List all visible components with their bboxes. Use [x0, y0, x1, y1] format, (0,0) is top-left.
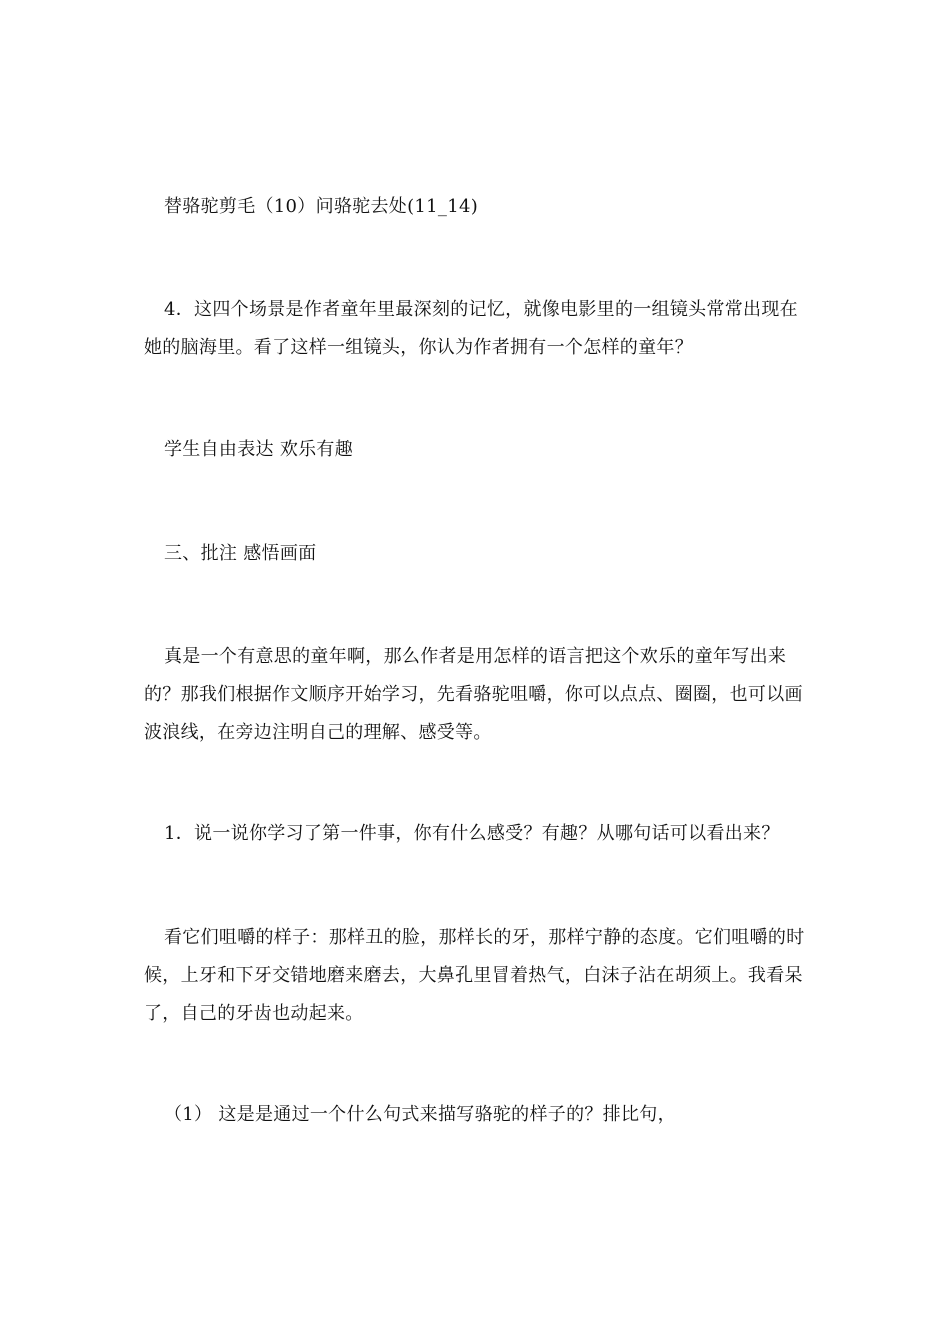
- paragraph-question-1: 1．说一说你学习了第一件事，你有什么感受？有趣？从哪句话可以看出来？: [164, 823, 780, 844]
- paragraph-camel-events: 替骆驼剪毛（10）问骆驼去处(11_14): [164, 196, 479, 217]
- paragraph-camel-chewing-quote: 看它们咀嚼的样子：那样丑的脸，那样长的牙，那样宁静的态度。它们咀嚼的时候，上牙和下牙交错地磨来磨去，大鼻孔里冒着热气，白沫子沾在胡须上。我看呆了，自己的牙齿也动起来。: [144, 927, 805, 1024]
- section-heading-annotate: 三、批注 感悟画面: [164, 543, 317, 564]
- paragraph-question-4: 4．这四个场景是作者童年里最深刻的记忆，就像电影里的一组镜头常常出现在她的脑海里。看了这样一组镜头，你认为作者拥有一个怎样的童年？: [144, 299, 798, 358]
- paragraph-sub-question-1: （1） 这是是通过一个什么句式来描写骆驼的样子的？排比句，: [164, 1104, 676, 1125]
- paragraph-answer-free-expression: 学生自由表达 欢乐有趣: [164, 439, 354, 460]
- paragraph-interesting-childhood: 真是一个有意思的童年啊，那么作者是用怎样的语言把这个欢乐的童年写出来的？那我们根据作文顺序开始学习，先看骆驼咀嚼，你可以点点、圈圈，也可以画波浪线，在旁边注明自己的理解、感受等。: [144, 646, 803, 743]
